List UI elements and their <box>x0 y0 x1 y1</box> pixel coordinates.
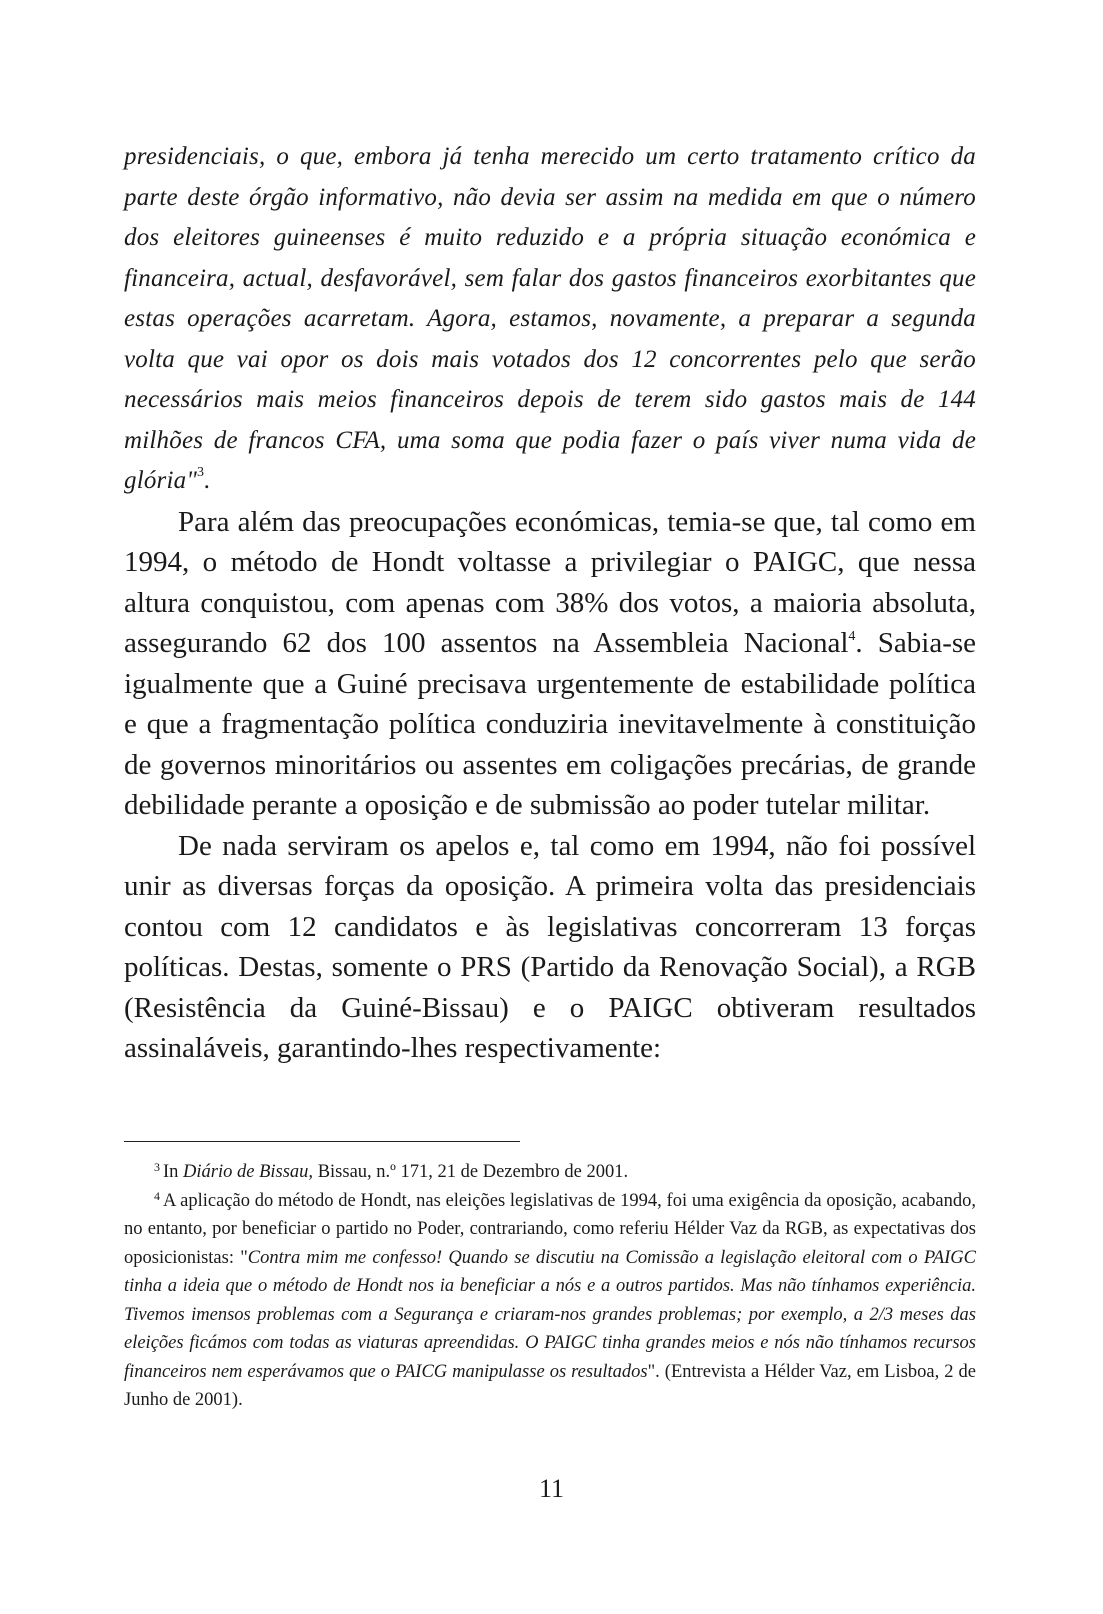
main-text <box>124 137 976 1069</box>
footnote-3 <box>124 1158 976 1187</box>
footnote-4-prefix: A aplicação do método de Hondt, nas eleições legislativas de 1994, foi uma exigência da oposição, acabando, no entanto, por beneficiar o partido no Poder, contrariando, como referiu Hélder Vaz da RGB, as expectativas dos oposicionistas: " <box>124 1190 976 1268</box>
footnote-4 <box>124 1187 976 1415</box>
quoted-passage-end: . <box>204 467 211 494</box>
footnote-4-suffix: ". (Entrevista a Hélder Vaz, em Lisboa, 2 de Junho de 2001). <box>124 1361 976 1410</box>
paragraph-1-text-b: . Sabia-se igualmente que a Guiné precisava urgentemente de estabilidade política e que a fragmentação política conduziria inevitavelmente à constituição de governos minoritários ou assentes em coligações precárias, de grande debilidade perante a oposição e de submissão ao poder tutelar militar. <box>124 627 977 821</box>
footnote-4-italic: Contra mim me confesso! Quando se discutiu na Comissão a legislação eleitoral com o PAIGC tinha a ideia que o método de Hondt nos ia beneficiar a nós e a outros partidos. Mas não tínhamos experiência. Tivemos imensos problemas com a Segurança e criaram-nos grandes problemas; por exemplo, a 2/3 meses das eleições ficámos com todas as viaturas apreendidas. O PAIGC tinha grandes meios e nós não tínhamos recursos financeiros nem esperávamos que o PAICG manipulasse os resultados <box>124 1247 976 1382</box>
quoted-passage-text: presidenciais, o que, embora já tenha merecido um certo tratamento crítico da parte deste órgão informativo, não devia ser assim na medida em que o número dos eleitores guineenses é muito reduzido e a própria situação económica e financeira, actual, desfavorável, sem falar dos gastos financeiros exorbitantes que estas operações acarretam. Agora, estamos, novamente, a preparar a segunda volta que vai opor os dois mais votados dos 12 concorrentes pelo que serão necessários mais meios financeiros depois de terem sido gastos mais de 144 milhões de francos CFA, uma soma que podia fazer o país viver numa vida de glória" <box>124 143 976 494</box>
footnote-3-mark: 3 <box>154 1160 160 1174</box>
footnote-4-mark: 4 <box>154 1188 160 1203</box>
footnotes <box>124 1158 976 1415</box>
footnote-3-suffix: Bissau, n.º 171, 21 de Dezembro de 2001. <box>313 1162 629 1182</box>
page-number: 11 <box>538 1474 565 1503</box>
footnote-separator <box>124 1141 520 1142</box>
paragraph-2: De nada serviram os apelos e, tal como em 1994, não foi possível unir as diversas forças da oposição. A primeira volta das presidenciais contou com 12 candidatos e às legislativas concorreram 13 forças políticas. Destas, somente o PRS (Partido da Renovação Social), a RGB (Resistência da Guiné-Bissau) e o PAIGC obtiveram resultados assinaláveis, garantindo-lhes respectivamente: <box>124 829 976 1064</box>
paragraph-1 <box>124 502 976 826</box>
footnote-ref-4[interactable]: 4 <box>848 629 856 644</box>
footnote-3-italic: Diário de Bissau, <box>183 1162 314 1182</box>
footnote-ref-3[interactable]: 3 <box>197 465 205 480</box>
quoted-passage <box>124 137 976 502</box>
paragraph-1-text-a: Para além das preocupações económicas, temia-se que, tal como em 1994, o método de Hondt voltasse a privilegiar o PAIGC, que nessa altura conquistou, com apenas com 38% dos votos, a maioria absoluta, assegurando 62 dos 100 assentos na Assembleia Nacional <box>124 505 976 659</box>
footnote-3-prefix: In <box>163 1162 184 1182</box>
